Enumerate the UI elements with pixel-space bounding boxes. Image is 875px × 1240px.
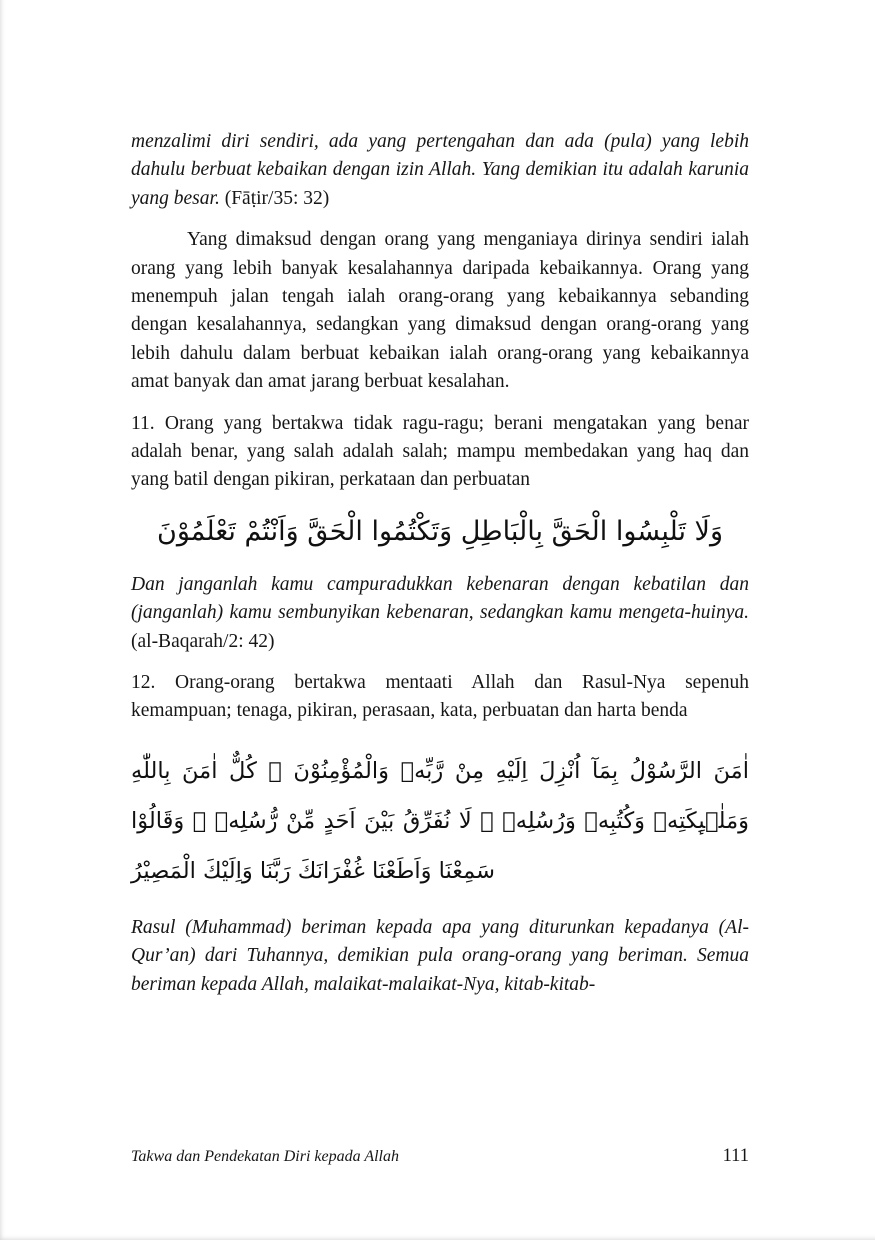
page-footer: [131, 1146, 749, 1167]
verse-reference-baqarah-42: (al-Baqarah/2: 42): [131, 630, 275, 652]
running-title: Takwa dan Pendekatan Diri kepada Allah: [131, 1148, 399, 1165]
list-item-12: 12. Orang-orang bertakwa mentaati Allah dan Rasul-Nya sepenuh kemampuan; tenaga, pikiran, perasaan, kata, perbuatan dan harta benda: [131, 671, 749, 722]
verse-translation-baqarah-285: Rasul (Muhammad) beriman kepada apa yang diturunkan kepadanya (Al-Qur’an) dari Tuhannya, demikian pula orang-orang yang beriman. Semua beriman kepada Allah, malaikat-malaikat-Nya, kitab-kitab-: [131, 916, 749, 995]
page-number: 111: [722, 1146, 749, 1166]
quran-verse-arabic-baqarah-42: وَلَا تَلْبِسُوا الْحَقَّ بِالْبَاطِلِ وَتَكْتُمُوا الْحَقَّ وَاَنْتُمْ تَعْلَمُوْنَ: [157, 515, 723, 547]
quran-verse-arabic-baqarah-285: اٰمَنَ الرَّسُوْلُ بِمَآ اُنْزِلَ اِلَيْهِ مِنْ رَّبِّهٖ وَالْمُؤْمِنُوْنَ ۗ كُلٌّ اٰمَنَ بِاللّٰهِ وَمَلٰۤىِٕكَتِهٖ وَكُتُبِهٖ وَرُسُلِهٖ ۗ لَا نُفَرِّقُ بَيْنَ اَحَدٍ مِّنْ رُّسُلِهٖ ۗ وَقَالُوْا سَمِعْنَا وَاَطَعْنَا غُفْرَانَكَ رَبَّنَا وَاِلَيْكَ الْمَصِيْرُ: [131, 757, 749, 884]
verse-reference-fatir: (Fāṭir/35: 32): [224, 187, 330, 209]
explanation-paragraph: Yang dimaksud dengan orang yang menganiaya dirinya sendiri ialah orang yang lebih banyak kesalahannya daripada kebaikannya. Orang yang menempuh jalan tengah ialah orang-orang yang kebaikannya sebanding dengan kesalahannya, sedangkan yang dimaksud dengan orang-orang yang lebih dahulu dalam berbuat kebaikan ialah orang-orang yang kebaikannya amat banyak dan amat jarang berbuat kesalahan.: [131, 229, 749, 393]
continuation-italic-text: menzalimi diri sendiri, ada yang pertengahan dan ada (pula) yang lebih dahulu berbuat kebaikan dengan izin Allah. Yang demikian itu adalah karunia yang besar.: [131, 131, 749, 209]
page-content: [131, 128, 749, 1012]
verse-translation-baqarah-42: [131, 571, 749, 656]
continuation-paragraph: [131, 128, 749, 213]
list-item-11: 11. Orang yang bertakwa tidak ragu-ragu; berani mengatakan yang benar adalah benar, yang salah adalah salah; mampu membedakan yang haq dan yang batil dengan pikiran, perkataan dan perbuatan: [131, 412, 749, 491]
translation-italic-text-1: Dan janganlah kamu campuradukkan kebenaran dengan kebatilan dan (janganlah) kamu sembunyikan kebenaran, sedangkan kamu mengeta-huinya.: [131, 573, 749, 624]
